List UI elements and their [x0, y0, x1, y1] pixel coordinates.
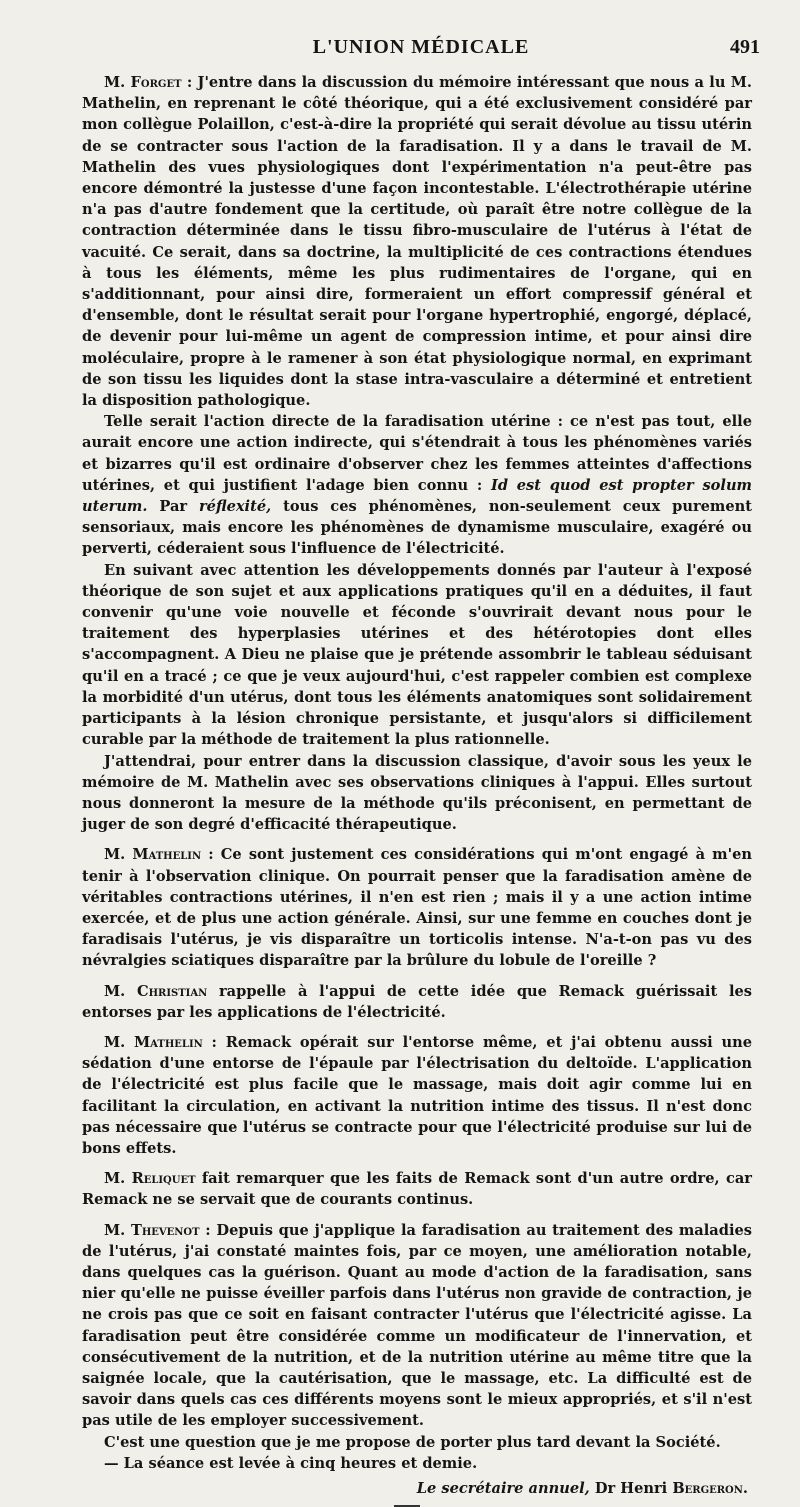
paragraph-reliquet	[82, 1168, 752, 1210]
paragraph-text: J'attendrai, pour entrer dans la discussion classique, d'avoir sous les yeux le mémoire de M. Mathelin avec ses observations cliniques à l'appui. Elles surtout nous donneront la mesure de la méthode qu'ils préconisent, en permettant de juger de son degré d'efficacité thérapeutique.	[82, 752, 752, 834]
paragraph-discussion	[82, 751, 752, 836]
paragraph-closing	[82, 1453, 752, 1474]
paragraph-christian	[82, 981, 752, 1023]
paragraph-question	[82, 1432, 752, 1453]
running-header	[82, 36, 760, 66]
signature-title: Dr	[594, 1480, 616, 1497]
paragraph-forget	[82, 72, 752, 411]
speaker-label: M. Mathelin :	[104, 846, 214, 864]
signature	[82, 1478, 752, 1499]
paragraph-text: En suivant avec attention les développements donnés par l'auteur à l'exposé théorique de son sujet et aux applications pratiques qu'il en a déduites, il faut convenir qu'une voie nouvelle et féconde s'ouvrirait devant nous pour le traitement des hyperplasies utérines et des hétérotopies dont elles s'accompagnent. A Dieu ne plaise que je prétende assombrir le tableau séduisant qu'il en a tracé ; ce que je veux aujourd'hui, c'est rappeler combien est complexe la morbidité d'un utérus, dont tous les éléments anatomiques sont solidairement participants à la lésion chronique persistante, et jusqu'alors si difficilement curable par la méthode de traitement la plus rationnelle.	[82, 561, 752, 749]
speaker-label: M. Reliquet	[104, 1170, 196, 1188]
article-body	[82, 72, 752, 1507]
paragraph-text: — La séance est levée à cinq heures et demie.	[104, 1454, 478, 1472]
paragraph-text: C'est une question que je me propose de porter plus tard devant la Société.	[104, 1433, 721, 1451]
signature-role: Le secrétaire annuel,	[416, 1480, 590, 1497]
journal-title: L'UNION MÉDICALE	[312, 36, 530, 58]
paragraph-text: Remack opérait sur l'entorse même, et j'ai obtenu aussi une sédation d'une entorse de l'épaule par l'électrisation du deltoïde. L'application de l'électricité est plus facile que le massage, mais doit agir comme lui en facilitant la circulation, en activant la nutrition intime des tissus. Il n'est donc pas nécessaire que l'utérus se contracte pour que l'électricité produise sur lui de bons effets.	[82, 1033, 752, 1157]
speaker-label: M. Forget :	[104, 74, 193, 91]
signature-surname: Bergeron.	[672, 1480, 748, 1497]
paragraph-text: J'entre dans la discussion du mémoire intéressant que nous a lu M. Mathelin, en reprenant le côté théorique, qui a été exclusivement considéré par mon collègue Polaillon, c'est-à-dire la propriété qui serait dévolue au tissu utérin de se contracter sous l'action de la faradisation. Il y a dans le travail de M. Mathelin des vues physiologiques dont l'expérimentation n'a peut-être pas encore démontré la justesse d'une façon incontestable. L'électrothérapie utérine n'a pas d'autre fondement que la certitude, où paraît être notre collègue de la contraction déterminée dans le tissu fibro-musculaire de l'utérus à l'état de vacuité. Ce serait, dans sa doctrine, la multiplicité de ces contractions étendues à tous les éléments, même les plus rudimentaires de l'organe, qui en s'additionnant, pour ainsi dire, formeraient un effort compressif général et d'ensemble, dont le résultat serait pour l'organe hypertrophié, engorgé, déplacé, de devenir pour lui-même un agent de compression intime, et pour ainsi dire moléculaire, propre à le ramener à son état physiologique normal, en exprimant de son tissu les liquides dont la stase intra-vasculaire a déterminé et entretient la disposition pathologique.	[82, 74, 752, 410]
paragraph-thevenot	[82, 1220, 752, 1432]
paragraph-text: fait remarquer que les faits de Remack sont d'un autre ordre, car Remack ne se servait que de courants continus.	[82, 1170, 752, 1209]
speaker-label: M. Mathelin :	[104, 1033, 217, 1051]
speaker-label: M. Thevenot :	[104, 1221, 211, 1239]
paragraph-text: Telle serait l'action directe de la faradisation utérine : ce n'est pas tout, elle aurait encore une action indirecte, qui s'étendrait à tous les phénomènes variés et bizarres qu'il est ordinaire d'observer chez les femmes atteintes d'affections utérines, et qui justifient l'adage bien connu :	[82, 413, 752, 494]
page-number: 491	[730, 36, 760, 58]
paragraph-text: tous ces phénomènes, non-seulement ceux purement sensoriaux, mais encore les phénomènes de dynamisme musculaire, exagéré ou perverti, céderaient sous l'influence de l'électricité.	[82, 498, 752, 558]
speaker-label: M. Christian	[104, 982, 208, 1000]
paragraph-text: Ce sont justement ces considérations qui m'ont engagé à m'en tenir à l'observation clinique. On pourrait penser que la faradisation amène de véritables contractions utérines, il n'en est rien ; mais il y a une action intime exercée, et de plus une action générale. Ainsi, sur une femme en couches dont je faradisais l'utérus, je vis disparaître un torticolis intense. N'a-t-on pas vu des névralgies sciatiques disparaître par la brûlure du lobule de l'oreille ?	[82, 846, 752, 970]
paragraph-indirect-action	[82, 411, 752, 559]
signature-first-name: Henri	[620, 1480, 668, 1497]
paragraph-developments	[82, 560, 752, 751]
latin-quote: Id est quod est propter solum uterum.	[82, 476, 752, 516]
italic-term: réflexité,	[198, 498, 272, 516]
paragraph-mathelin-1	[82, 844, 752, 971]
paragraph-text: rappelle à l'appui de cette idée que Remack guérissait les entorses par les applications de l'électricité.	[82, 982, 752, 1021]
paragraph-text: Par	[147, 498, 199, 516]
paragraph-text: Depuis que j'applique la faradisation au traitement des maladies de l'utérus, j'ai constaté maintes fois, par ce moyen, une amélioration notable, dans quelques cas la guérison. Quant au mode d'action de la faradisation, sans nier qu'elle ne puisse éveiller parfois dans l'utérus non gravide de contraction, je ne crois pas que ce soit en faisant contracter l'utérus que l'électricité agisse. La faradisation peut être considérée comme un modificateur de l'innervation, et consécutivement de la nutrition, et de la nutrition utérine au même titre que la saignée locale, que la cautérisation, que le massage, etc. La difficulté est de savoir dans quels cas ces différents moyens sont le mieux appropriés, et s'il n'est pas utile de les employer successivement.	[82, 1221, 753, 1430]
paragraph-mathelin-2	[82, 1032, 752, 1159]
